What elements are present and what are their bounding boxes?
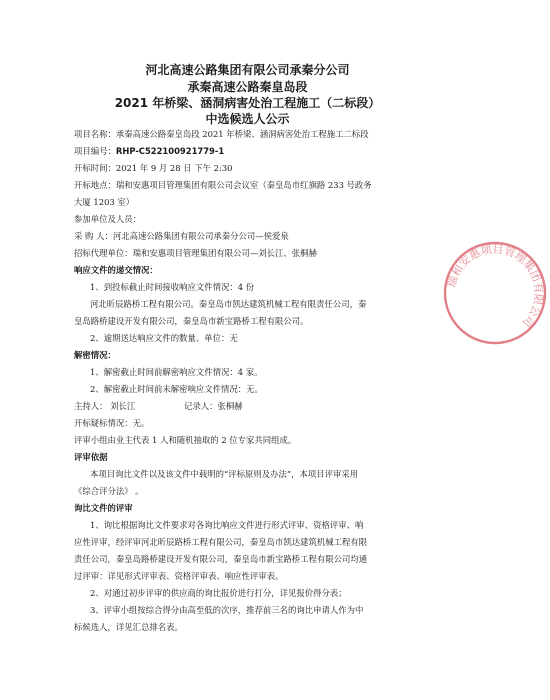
project-number [74, 145, 434, 158]
title-road-section: 承秦高速公路秦皇岛段 [187, 80, 308, 94]
title-project: 2021 年桥梁、涵洞病害处治工程施工（二标段） [114, 96, 381, 110]
decrypt-item1: 1、解密截止时间前解密响应文件情况：4 家。 [90, 367, 263, 377]
review-p1-line4: 过评审：详见形式评审表、资格评审表、响应性评审表。 [74, 571, 284, 581]
submission-item2: 2、逾期送达响应文件的数量、单位：无 [90, 333, 238, 343]
review-heading: 询比文件的评审 [74, 503, 133, 513]
committee: 评审小组由业主代表 1 人和随机抽取的 2 位专家共同组成。 [74, 435, 297, 445]
title-notice: 中选候选人公示 [205, 112, 290, 126]
open-place-line1: 开标地点：瑞和安惠项目管理集团有限公司会议室（秦皇岛市红旗路 233 号政务 [74, 180, 372, 190]
open-time: 开标时间：2021 年 9 月 28 日 下午 2:30 [74, 163, 233, 173]
project-number-label: 项目编号： [74, 146, 116, 156]
recorder: 记录人：张桐赫 [184, 401, 243, 411]
objection: 开标疑标情况：无。 [74, 418, 150, 428]
review-p1-line2: 应性评审，经评审河北昕辰路桥工程有限公司，秦皇岛市凯达建筑机械工程有限 [74, 537, 368, 547]
review-p3-line1: 3、评审小组按综合得分由高至低的次序，推荐前三名的询比申请人作为中 [90, 605, 364, 615]
decrypt-item2: 2、解密截止时间前未解密响应文件情况：无。 [90, 384, 263, 394]
submission-heading: 响应文件的递交情况： [74, 265, 158, 275]
open-place-line2: 大厦 1203 室） [74, 197, 135, 207]
review-p1-line3: 责任公司，秦皇岛路桥建设开发有限公司，秦皇岛市新宝路桥工程有限公司均通 [74, 554, 368, 564]
title-company: 河北高速公路集团有限公司承秦分公司 [145, 63, 350, 77]
host: 主持人： 刘长江 [74, 401, 136, 411]
seal-text: 瑞和安惠项目管理集团有限公司 [445, 242, 546, 330]
basis-heading: 评审依据 [74, 452, 108, 462]
basis-text-line1: 本项目询比文件以及该文件中载明的“评标原则及办法”，本项目评审采用 [90, 469, 359, 479]
basis-text-line2: 《综合评分法》 。 [74, 486, 144, 496]
review-p1-line1: 1、询比根据询比文件要求对各询比响应文件进行形式评审、资格评审、响 [90, 520, 364, 530]
buyer: 采 购 人：河北高速公路集团有限公司承秦分公司—侯爱泉 [74, 231, 289, 241]
agent: 招标代理单位：瑞和安惠项目管理集团有限公司—刘长江、张桐赫 [74, 248, 317, 258]
submission-item1: 1、到投标截止时间接收响应文件情况：4 份 [90, 282, 255, 292]
submission-companies-line2: 皇岛路桥建设开发有限公司，秦皇岛市新宝路桥工程有限公司。 [74, 316, 309, 326]
project-number-value: RHP-C522100921779-1 [115, 146, 225, 156]
company-seal [440, 238, 550, 348]
review-p3-line2: 标候选人，详见汇总排名表。 [74, 622, 183, 632]
review-p2: 2、对通过初步评审的供应商的询比报价进行打分，详见报价得分表； [90, 588, 347, 598]
submission-companies-line1: 河北昕辰路桥工程有限公司。秦皇岛市凯达建筑机械工程有限责任公司，秦 [90, 299, 367, 309]
project-name: 项目名称：承秦高速公路秦皇岛段 2021 年桥梁、涵洞病害处治工程施工二标段 [74, 129, 369, 139]
decrypt-heading: 解密情况： [74, 350, 116, 360]
participants-label: 参加单位及人员： [74, 214, 141, 224]
